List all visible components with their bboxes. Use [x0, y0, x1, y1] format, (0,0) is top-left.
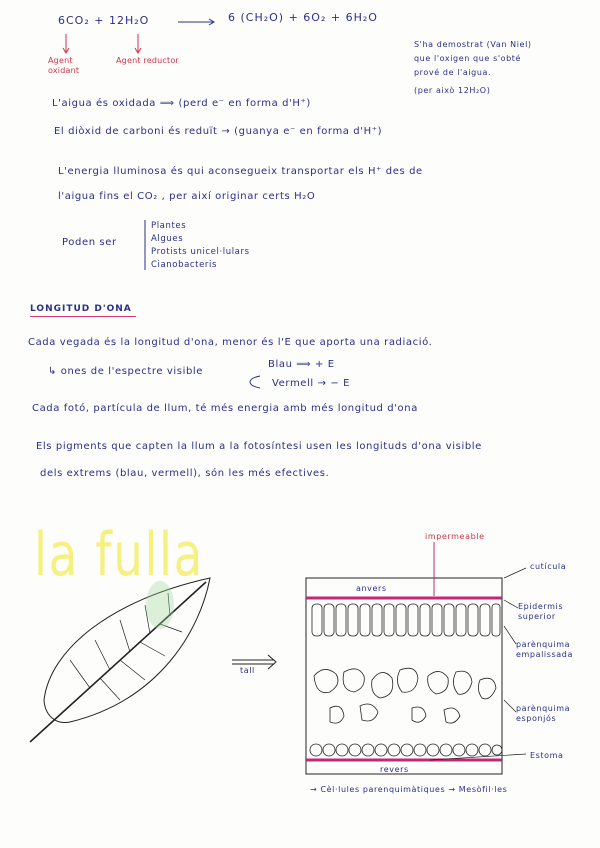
wavelength-line-4: Els pigments que capten la llum a la fotosíntesi usen les longituds d'ona visible — [36, 441, 482, 452]
leaf-section-title: la fulla — [34, 520, 204, 590]
label-parenquima-esponjos: parènquima esponjós — [516, 704, 571, 723]
water-oxidized-line: L'aigua és oxidada ⟹ (perd e⁻ en forma d'H⁺) — [52, 98, 311, 109]
organism-algues: Algues — [151, 234, 184, 244]
wavelength-red: Vermell → − E — [272, 378, 351, 389]
label-parenquima-empalissada: parènquima empalissada — [516, 640, 573, 659]
light-energy-line-1: L'energia lluminosa és qui aconsegueix transportar els H⁺ des de — [58, 166, 423, 177]
label-estoma: Estoma — [530, 751, 564, 760]
wavelength-line-3: Cada fotó, partícula de llum, té més energia amb més longitud d'ona — [32, 403, 418, 414]
wavelength-blue: Blau ⟹ + E — [268, 359, 335, 370]
wavelength-line-1: Cada vegada és la longitud d'ona, menor és l'E que aporta una radiació. — [28, 337, 433, 348]
organism-protists: Protists unicel·lulars — [151, 247, 250, 257]
organism-plantes: Plantes — [151, 221, 187, 231]
organisms-label: Poden ser — [62, 237, 117, 248]
anvers-label: anvers — [356, 584, 387, 593]
equation-products: 6 (CH₂O) + 6O₂ + 6H₂O — [228, 11, 378, 24]
wavelength-line-5: dels extrems (blau, vermell), són les més efectives. — [40, 468, 330, 479]
impermeable-label: impermeable — [425, 532, 485, 541]
equation-reactants: 6CO₂ + 12H₂O — [58, 14, 150, 27]
label-cuticula: cutícula — [530, 562, 567, 571]
van-niel-note-2: que l'oxigen que s'obté — [414, 54, 522, 63]
oxidant-label: Agent oxidant — [48, 56, 80, 75]
wavelength-line-2: ↳ ones de l'espectre visible — [48, 366, 204, 377]
van-niel-note-1: S'ha demostrat (Van Niel) — [414, 40, 532, 49]
van-niel-note-3: prové de l'aigua. — [414, 68, 492, 77]
co2-reduced-line: El diòxid de carboni és reduït → (guanya e⁻ en forma d'H⁺) — [54, 126, 383, 137]
light-energy-line-2: l'aigua fins el CO₂ , per així originar certs H₂O — [58, 191, 316, 202]
reductor-label: Agent reductor — [116, 56, 179, 65]
wavelength-title: LONGITUD D'ONA — [30, 304, 132, 314]
van-niel-note-4: (per això 12H₂O) — [414, 86, 491, 95]
tall-label: tall — [240, 666, 255, 675]
label-epidermis-superior: Epidermis superior — [518, 602, 564, 621]
leaf-caption: → Cèl·lules parenquimàtiques → Mesòfil·les — [310, 785, 508, 794]
organism-cianobacteris: Cianobacteris — [151, 260, 218, 270]
revers-label: revers — [380, 765, 409, 774]
